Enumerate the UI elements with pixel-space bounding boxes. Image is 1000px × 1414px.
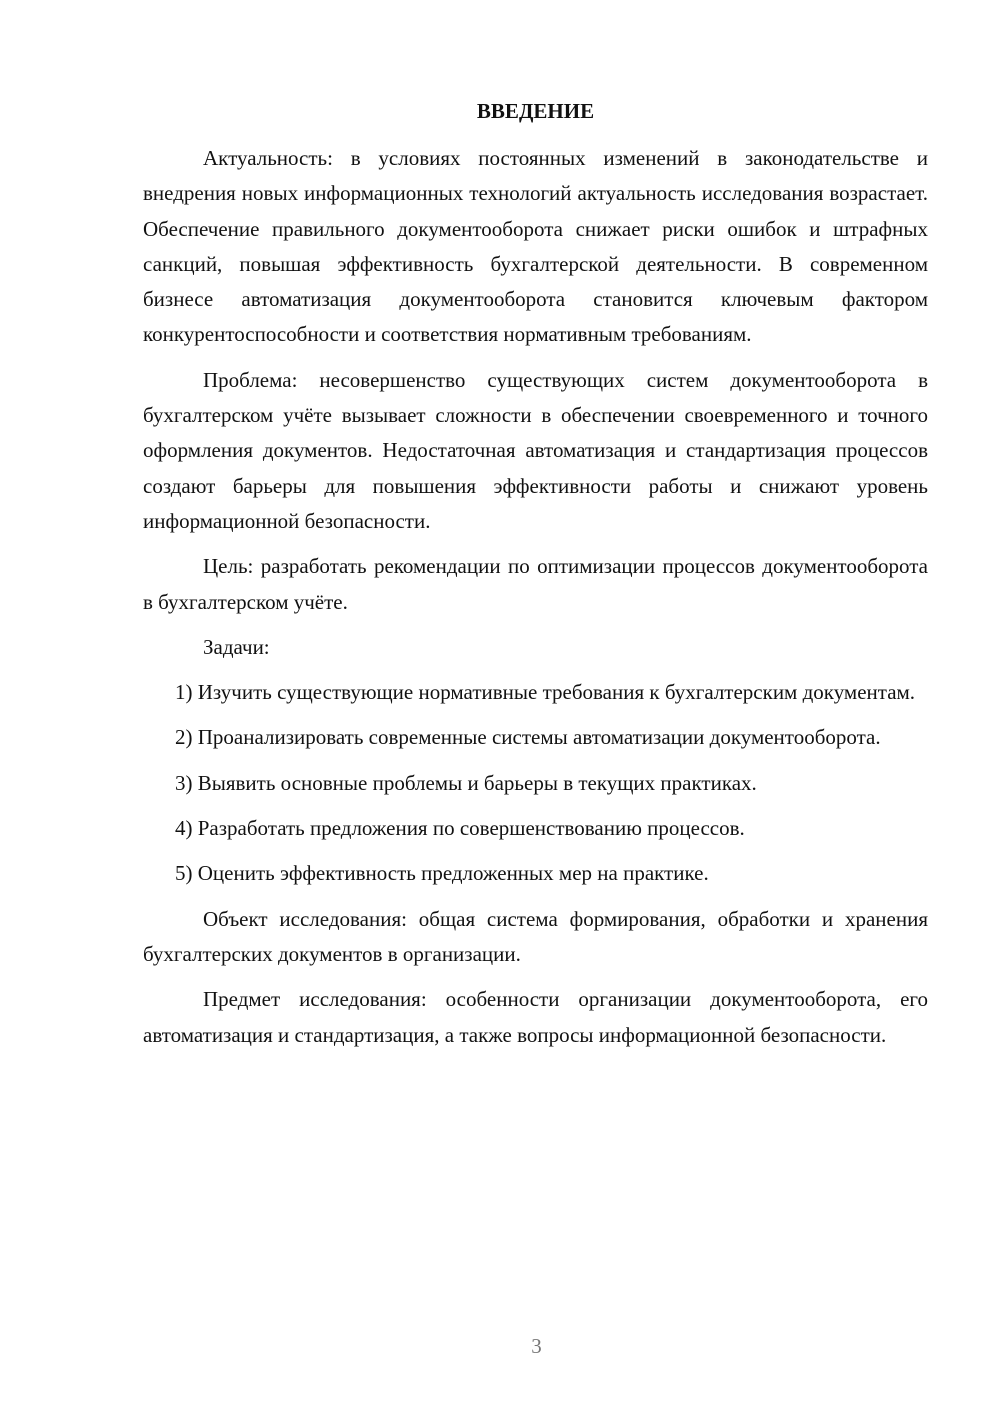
paragraph-subject: Предмет исследования: особенности организации документооборота, его автоматизация и стандартизация, а также вопросы информационной безопасности.	[143, 987, 928, 1047]
paragraph-relevance: Актуальность: в условиях постоянных изменений в законодательстве и внедрения новых информационных технологий актуальность исследования возрастает. Обеспечение правильного документооборота снижает риски ошибок и штрафных санкций, повышая эффективность бухгалтерской деятельности. В современном бизнесе автоматизация документооборота становится ключевым фактором конкурентоспособности и соответствия нормативным требованиям.	[143, 146, 928, 347]
task-item-5: 5) Оценить эффективность предложенных мер на практике.	[175, 861, 709, 886]
task-item-2: 2) Проанализировать современные системы автоматизации документооборота.	[175, 725, 881, 750]
paragraph-goal: Цель: разработать рекомендации по оптимизации процессов документооборота в бухгалтерском учёте.	[143, 554, 928, 614]
paragraph-problem: Проблема: несовершенство существующих систем документооборота в бухгалтерском учёте вызывает сложности в обеспечении своевременного и точного оформления документов. Недостаточная автоматизация и стандартизация процессов создают барьеры для повышения эффективности работы и снижают уровень информационной безопасности.	[143, 367, 928, 533]
task-item-4: 4) Разработать предложения по совершенствованию процессов.	[175, 816, 745, 841]
page-number: 3	[531, 1334, 542, 1358]
task-item-1: 1) Изучить существующие нормативные требования к бухгалтерским документам.	[175, 680, 916, 705]
tasks-label: Задачи:	[203, 634, 270, 659]
page-title: ВВЕДЕНИЕ	[476, 99, 595, 123]
paragraph-object: Объект исследования: общая система формирования, обработки и хранения бухгалтерских документов в организации.	[143, 906, 928, 966]
task-item-3: 3) Выявить основные проблемы и барьеры в текущих практиках.	[175, 770, 757, 795]
page-body	[143, 95, 928, 1063]
